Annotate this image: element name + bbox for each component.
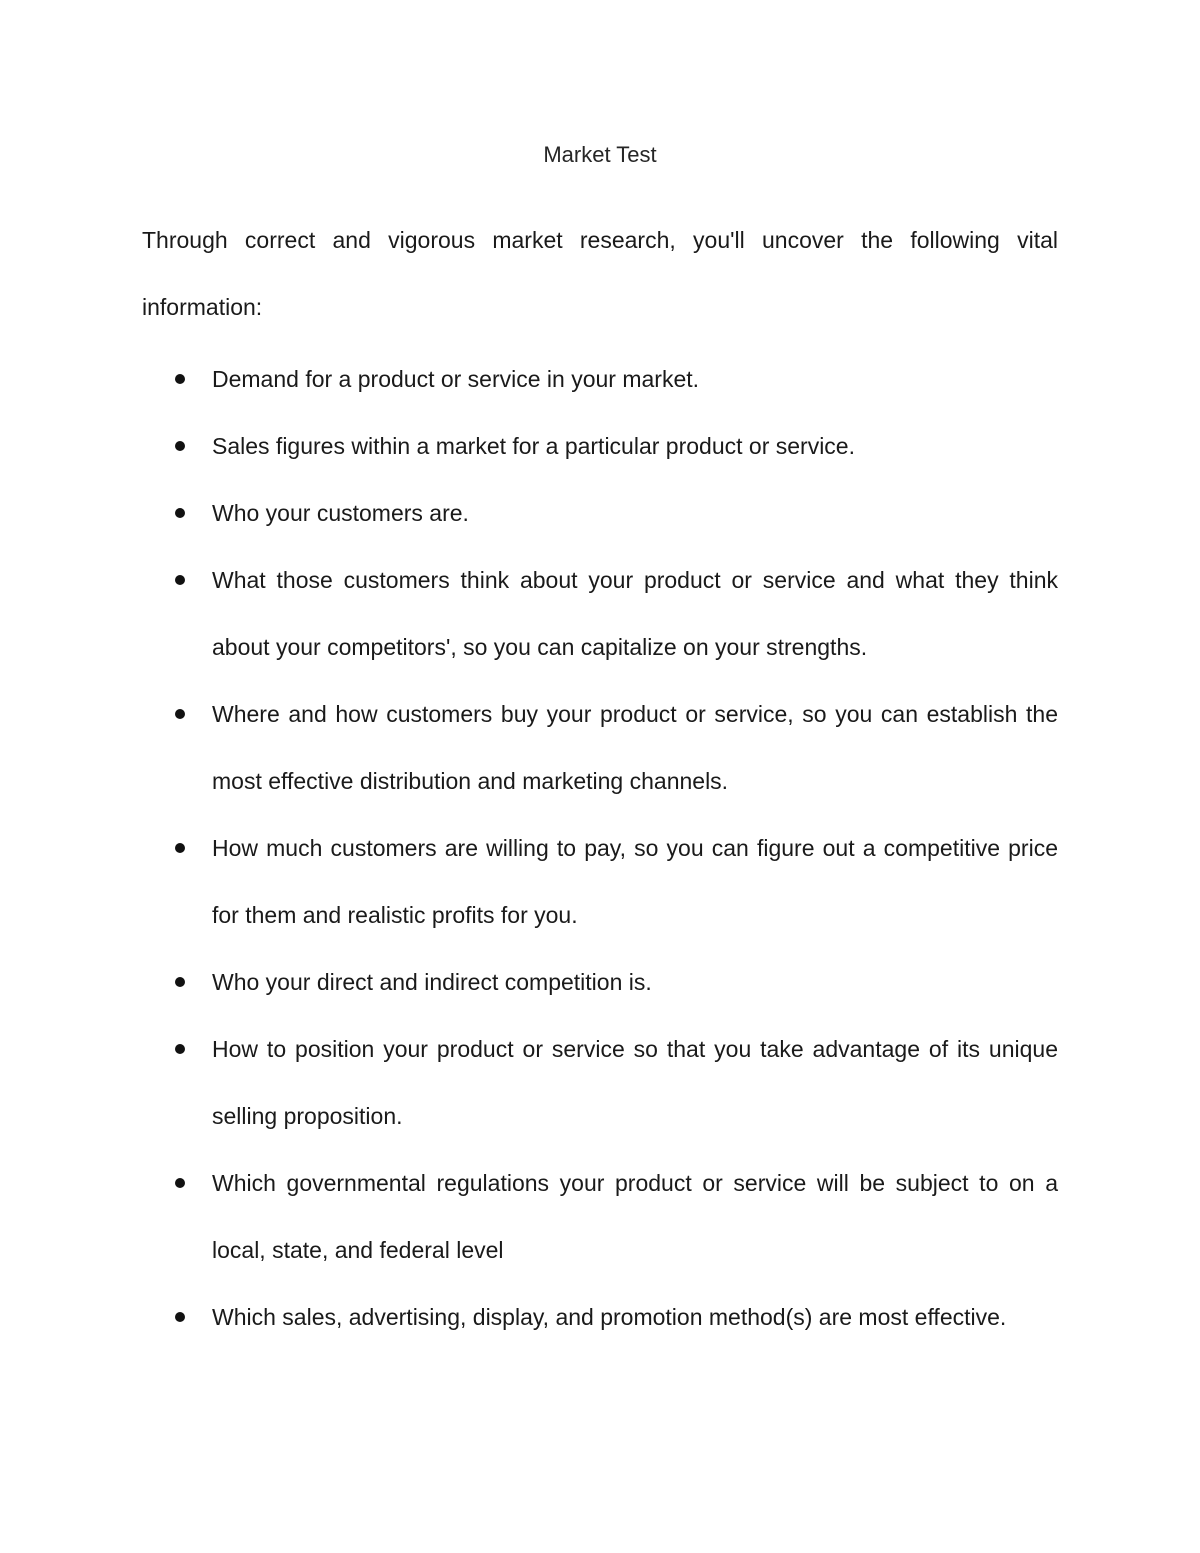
bullet-icon — [175, 1312, 185, 1322]
bullet-icon — [175, 1044, 185, 1054]
bullet-list — [142, 346, 1058, 1351]
bullet-item — [142, 949, 1058, 1016]
bullet-item — [142, 1150, 1058, 1284]
bullet-item — [142, 1016, 1058, 1150]
bullet-item — [142, 346, 1058, 413]
bullet-item — [142, 681, 1058, 815]
bullet-text: Where and how customers buy your product or service, so you can establish the most effective distribution and marketing channels. — [212, 701, 1058, 794]
bullet-text: Who your customers are. — [212, 500, 469, 526]
bullet-text: How to position your product or service so that you take advantage of its unique selling proposition. — [212, 1036, 1058, 1129]
bullet-icon — [175, 508, 185, 518]
bullet-item — [142, 480, 1058, 547]
bullet-icon — [175, 575, 185, 585]
bullet-item — [142, 547, 1058, 681]
bullet-icon — [175, 843, 185, 853]
bullet-text: Which sales, advertising, display, and promotion method(s) are most effective. — [212, 1304, 1007, 1330]
bullet-icon — [175, 374, 185, 384]
bullet-text: Sales figures within a market for a particular product or service. — [212, 433, 855, 459]
bullet-text: Which governmental regulations your product or service will be subject to on a local, state, and federal level — [212, 1170, 1058, 1263]
bullet-item — [142, 815, 1058, 949]
bullet-text: Who your direct and indirect competition is. — [212, 969, 652, 995]
bullet-text: How much customers are willing to pay, so you can figure out a competitive price for them and realistic profits for you. — [212, 835, 1058, 928]
document-title: Market Test — [543, 142, 657, 167]
intro-paragraph: Through correct and vigorous market research, you'll uncover the following vital information: — [142, 227, 1058, 320]
bullet-icon — [175, 441, 185, 451]
bullet-item — [142, 413, 1058, 480]
bullet-text: Demand for a product or service in your market. — [212, 366, 700, 392]
bullet-icon — [175, 1178, 185, 1188]
bullet-icon — [175, 709, 185, 719]
bullet-item — [142, 1284, 1058, 1351]
bullet-icon — [175, 977, 185, 987]
bullet-text: What those customers think about your product or service and what they think about your competitors', so you can capitalize on your strengths. — [212, 567, 1058, 660]
